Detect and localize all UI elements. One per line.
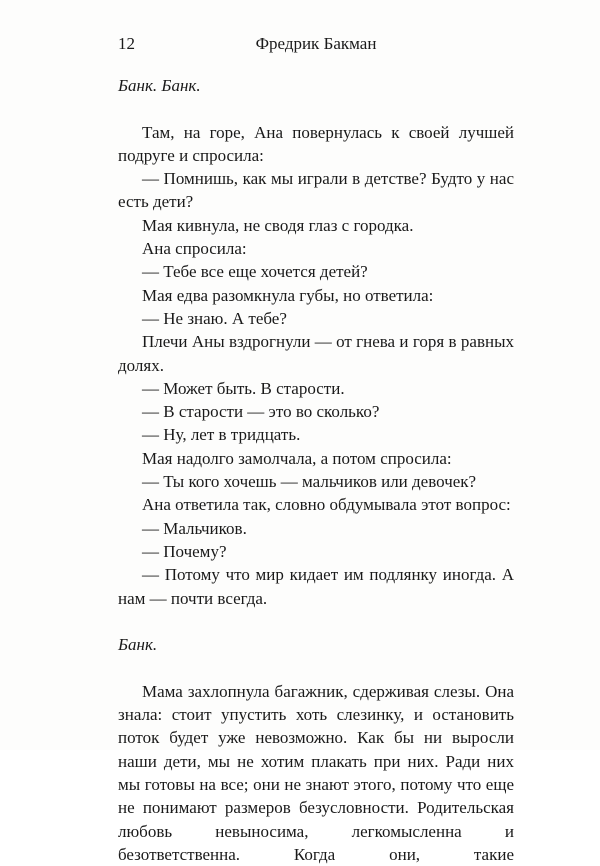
page-header — [118, 34, 514, 56]
paragraph: Мая кивнула, не сводя глаз с городка. — [142, 215, 414, 235]
paragraph: — Потому что мир кидает им подлянку иногда. А нам — почти всегда. — [118, 565, 514, 608]
page-number: 12 — [118, 34, 135, 53]
paragraph: Там, на горе, Ана повернулась к своей лучшей подруге и спросила: — [118, 122, 514, 165]
paragraph: Мая едва разомкнула губы, но ответила: — [142, 285, 434, 305]
scene-break-text: Банк. — [118, 635, 158, 655]
paragraph: — Мальчиков. — [142, 518, 247, 538]
paragraph: Ана спросила: — [142, 239, 247, 259]
paragraph: Плечи Аны вздрогнули — от гнева и горя в равных долях. — [118, 332, 514, 375]
paragraph: Мама захлопнула багажник, сдерживая слезы. Она знала: стоит упустить хоть слезинку, и остановить поток будет уже невозможно. Как бы ни выросли наши дети, мы не хотим плакать при них. Ради них мы готовы на все; они не знают этого, потому что еще не понимают размеров безусловности. Родительская любовь невыносима, легкомысленна и безответственна. Когда они, такие — [118, 681, 514, 864]
paragraph: — Может быть. В старости. — [142, 378, 345, 398]
scene-break-text: Банк. Банк. — [118, 76, 201, 95]
paragraph: — Ты кого хочешь — мальчиков или девочек? — [142, 472, 477, 492]
paragraph: Мая надолго замолчала, а потом спросила: — [142, 448, 452, 468]
paragraph: — Тебе все еще хочется детей? — [142, 262, 368, 282]
body-text — [118, 74, 514, 866]
paragraph: — Не знаю. А тебе? — [142, 308, 287, 328]
paragraph: Ана ответила так, словно обдумывала этот вопрос: — [142, 495, 511, 515]
paragraph: — Почему? — [142, 541, 227, 561]
paragraph: — В старости — это во сколько? — [142, 402, 380, 422]
paragraph: — Ну, лет в тридцать. — [142, 425, 301, 445]
running-title: Фредрик Бакман — [255, 34, 377, 53]
paragraph: — Помнишь, как мы играли в детстве? Будто у нас есть дети? — [118, 169, 514, 212]
